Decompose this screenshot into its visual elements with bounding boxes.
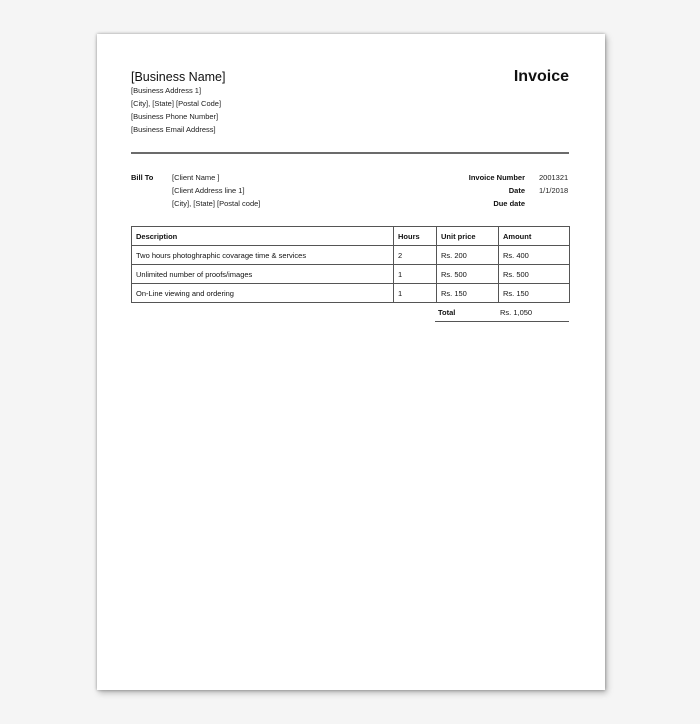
invoice-page [97, 34, 605, 690]
line-items-table [131, 226, 570, 303]
header-description: Description [132, 227, 394, 246]
row-amount: Rs. 400 [499, 246, 570, 265]
row-hours: 2 [394, 246, 437, 265]
header-unit-price: Unit price [437, 227, 499, 246]
header-hours: Hours [394, 227, 437, 246]
client-city-line: [City], [State] [Postal code] [172, 199, 261, 208]
header-amount: Amount [499, 227, 570, 246]
date-value: 1/1/2018 [539, 186, 569, 195]
table-row [132, 246, 570, 265]
invoice-number-label: Invoice Number [468, 173, 525, 182]
business-phone: [Business Phone Number] [131, 112, 219, 121]
table-row [132, 265, 570, 284]
row-hours: 1 [394, 265, 437, 284]
row-amount: Rs. 500 [499, 265, 570, 284]
total-underline [435, 321, 569, 322]
table-row [132, 284, 570, 303]
invoice-number-value: 2001321 [539, 173, 569, 182]
row-description: Two hours photoghraphic covarage time & services [132, 246, 394, 265]
row-hours: 1 [394, 284, 437, 303]
due-date-label: Due date [493, 199, 525, 208]
row-unit-price: Rs. 150 [437, 284, 499, 303]
row-description: On-Line viewing and ordering [132, 284, 394, 303]
business-email: [Business Email Address] [131, 125, 216, 134]
row-unit-price: Rs. 500 [437, 265, 499, 284]
total-label: Total [438, 308, 456, 317]
invoice-title: Invoice [513, 68, 569, 85]
business-address: [Business Address 1] [131, 86, 202, 95]
row-description: Unlimited number of proofs/images [132, 265, 394, 284]
date-label: Date [508, 186, 525, 195]
header-divider [131, 152, 569, 154]
bill-to-label: Bill To [131, 173, 154, 182]
client-name: [Client Name ] [172, 173, 220, 182]
business-name: [Business Name] [131, 70, 226, 84]
row-amount: Rs. 150 [499, 284, 570, 303]
business-city-line: [City], [State] [Postal Code] [131, 99, 222, 108]
table-header-row [132, 227, 570, 246]
client-address: [Client Address line 1] [172, 186, 245, 195]
row-unit-price: Rs. 200 [437, 246, 499, 265]
total-value: Rs. 1,050 [500, 308, 533, 317]
